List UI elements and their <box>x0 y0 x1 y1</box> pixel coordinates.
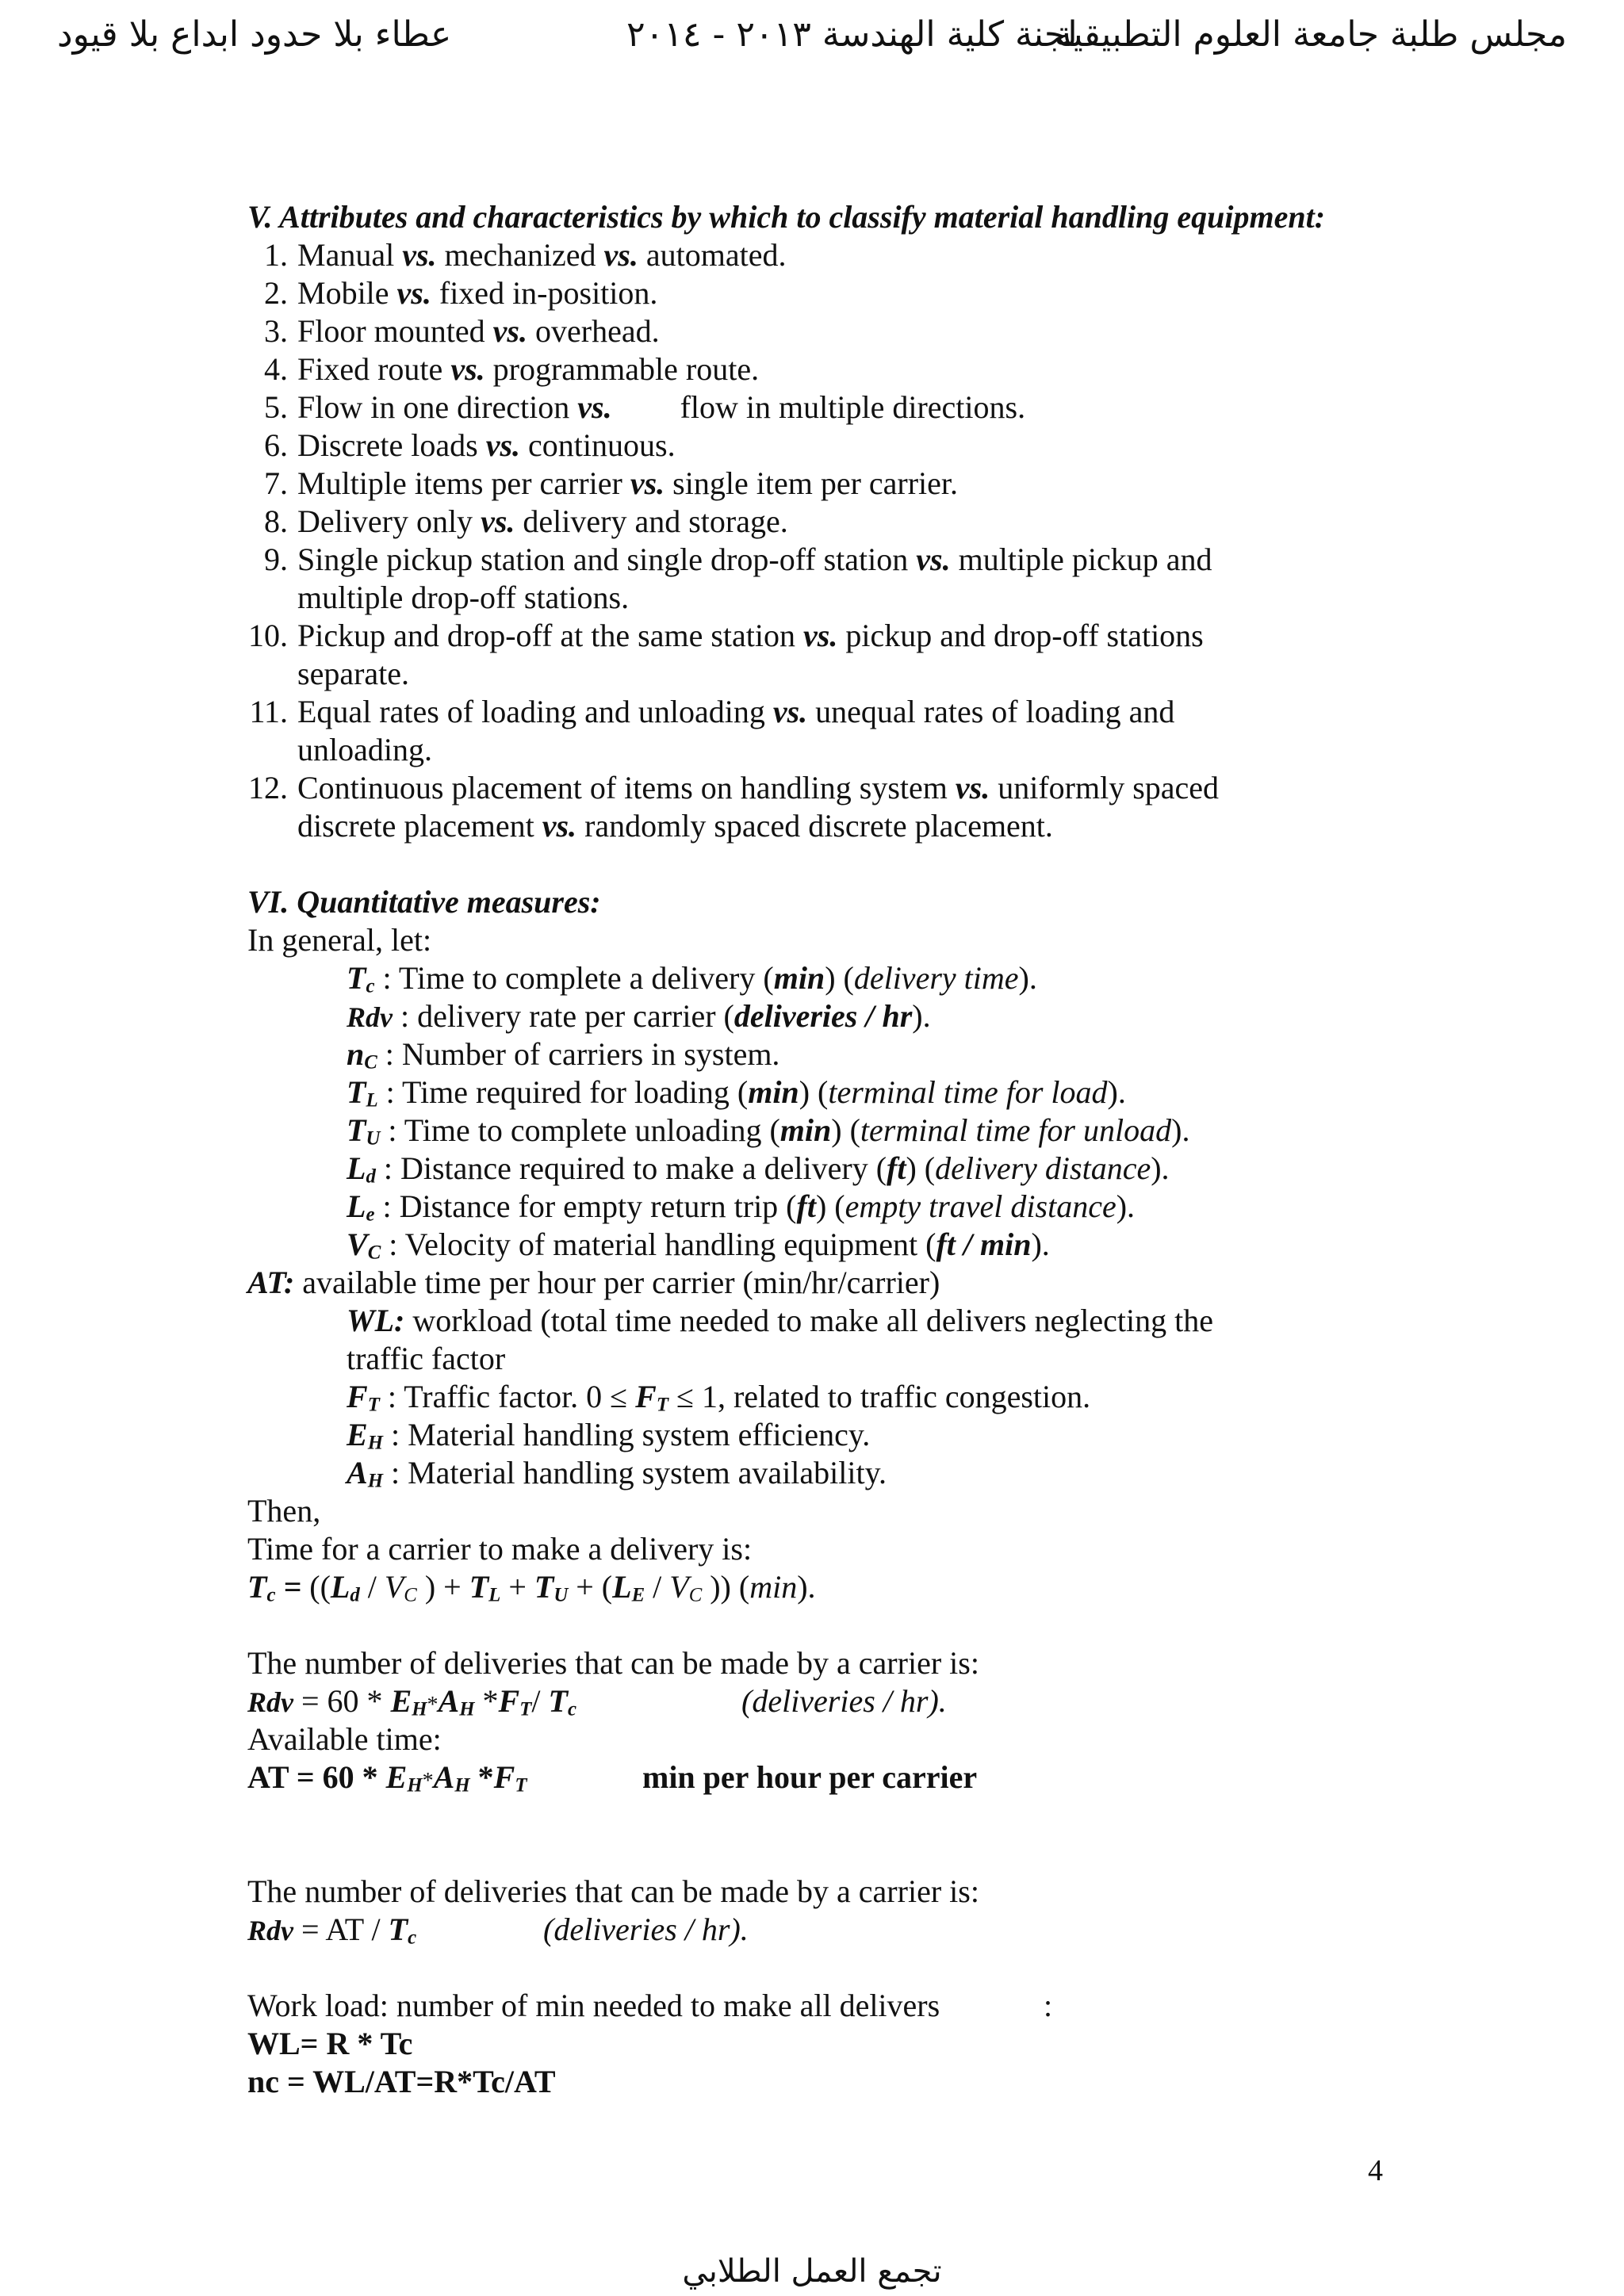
list-item: 8. Delivery only vs. delivery and storage. <box>264 503 788 539</box>
definition-vc: $V_C$ : Velocity of material handling equipment (ft / min). <box>347 1226 1050 1264</box>
list-item: 7. Multiple items per carrier vs. single item per carrier. <box>264 465 959 501</box>
definition-wl: WL: workload (total time needed to make all delivers neglecting the <box>347 1303 1213 1338</box>
footer-text: تجمع العمل الطلابي <box>682 2253 942 2290</box>
definition-tc: $T_c$ : Time to complete a delivery (min) (delivery time). <box>347 960 1037 997</box>
at-unit: min per hour per carrier <box>642 1759 978 1795</box>
header-right-text: مجلس طلبة جامعة العلوم التطبيقية <box>1054 14 1567 55</box>
definition-nc: $n_C$ : Number of carriers in system. <box>347 1036 780 1073</box>
definition-at: AT: available time per hour per carrier (min/hr/carrier) <box>247 1265 940 1300</box>
list-item: 9. Single pickup station and single drop-off station vs. multiple pickup and <box>264 541 1212 577</box>
header-left-text: عطاء بلا حدود ابداع بلا قيود <box>57 14 452 55</box>
deliveries-intro-text-2: The number of deliveries that can be made by a carrier is: <box>247 1873 979 1909</box>
definition-eh: $E_H$ : Material handling system efficiency. <box>347 1417 871 1454</box>
workload-intro-text: Work load: number of min needed to make all delivers <box>247 1988 940 2023</box>
definition-rdv: Rdv : delivery rate per carrier (deliveries / hr). <box>347 998 931 1034</box>
rdv-unit-1: (deliveries / hr). <box>741 1683 947 1719</box>
wl-formula: WL= R * Tc <box>247 2026 413 2061</box>
definition-ah: $A_H$ : Material handling system availability. <box>347 1455 887 1492</box>
section-vi-title: VI. Quantitative measures: <box>247 884 601 920</box>
definition-wl-continuation: traffic factor <box>347 1341 506 1376</box>
list-item-continuation: unloading. <box>297 732 432 767</box>
definition-le: $L_e$ : Distance for empty return trip (ft) (empty travel distance). <box>347 1188 1136 1226</box>
deliveries-intro-text: The number of deliveries that can be made by a carrier is: <box>247 1645 979 1681</box>
available-time-label: Available time: <box>247 1721 442 1757</box>
list-item: 4. Fixed route vs. programmable route. <box>264 351 760 387</box>
page-number: 4 <box>1368 2154 1383 2187</box>
definition-ld: $L_d$ : Distance required to make a delivery (ft) (delivery distance). <box>347 1150 1170 1188</box>
list-item: 1. Manual vs. mechanized vs. automated. <box>264 237 787 273</box>
at-formula: AT = $60 * E_H*A_H$ $*F_T$ <box>247 1759 527 1797</box>
section-v-title: V. Attributes and characteristics by which to classify material handling equipment: <box>247 199 1326 235</box>
list-item: 11. Equal rates of loading and unloading vs. unequal rates of loading and <box>249 694 1175 729</box>
list-item-continuation: separate. <box>297 656 410 691</box>
list-item: 10. Pickup and drop-off at the same station vs. pickup and drop-off stations <box>248 618 1204 653</box>
list-item-continuation: discrete placement vs. randomly spaced discrete placement. <box>297 808 1053 844</box>
header-center-text: لجنة كلية الهندسة ٢٠١٣ - ٢٠١٤ <box>626 14 1078 55</box>
list-item: 2. Mobile vs. fixed in-position. <box>264 275 658 311</box>
list-item: 12. Continuous placement of items on handling system vs. uniformly spaced <box>248 770 1220 806</box>
list-item: 3. Floor mounted vs. overhead. <box>264 313 660 349</box>
list-item: 6. Discrete loads vs. continuous. <box>264 427 676 463</box>
list-item-continuation: multiple drop-off stations. <box>297 580 630 615</box>
definition-tu: $T_U$ : Time to complete unloading (min) (terminal time for unload). <box>347 1112 1190 1150</box>
definition-ft: $F_T$ : Traffic factor. $0 \le F_T \le 1$, related to traffic congestion. <box>347 1379 1091 1416</box>
rdv-formula-2: Rdv = AT / $T_c$ <box>247 1911 417 1949</box>
tc-formula: $T_c = ((L_d / V_C$ ) + $T_L + T_U + (L_E / V_C$ )) (min). <box>247 1569 816 1606</box>
rdv-unit-2: (deliveries / hr). <box>543 1911 749 1947</box>
time-intro-text: Time for a carrier to make a delivery is: <box>247 1531 753 1567</box>
rdv-formula-1: Rdv = $60 * E_H*A_H$ $*F_T/$ $T_c$ <box>247 1683 576 1720</box>
workload-colon: : <box>1044 1988 1053 2023</box>
definition-tl: $T_L$ : Time required for loading (min) (terminal time for load). <box>347 1074 1126 1112</box>
then-text: Then, <box>247 1493 321 1529</box>
nc-formula: nc = WL/AT=R*Tc/AT <box>247 2064 556 2099</box>
list-item: 5. Flow in one direction vs. flow in multiple directions. <box>264 389 1026 425</box>
intro-text: In general, let: <box>247 922 432 958</box>
